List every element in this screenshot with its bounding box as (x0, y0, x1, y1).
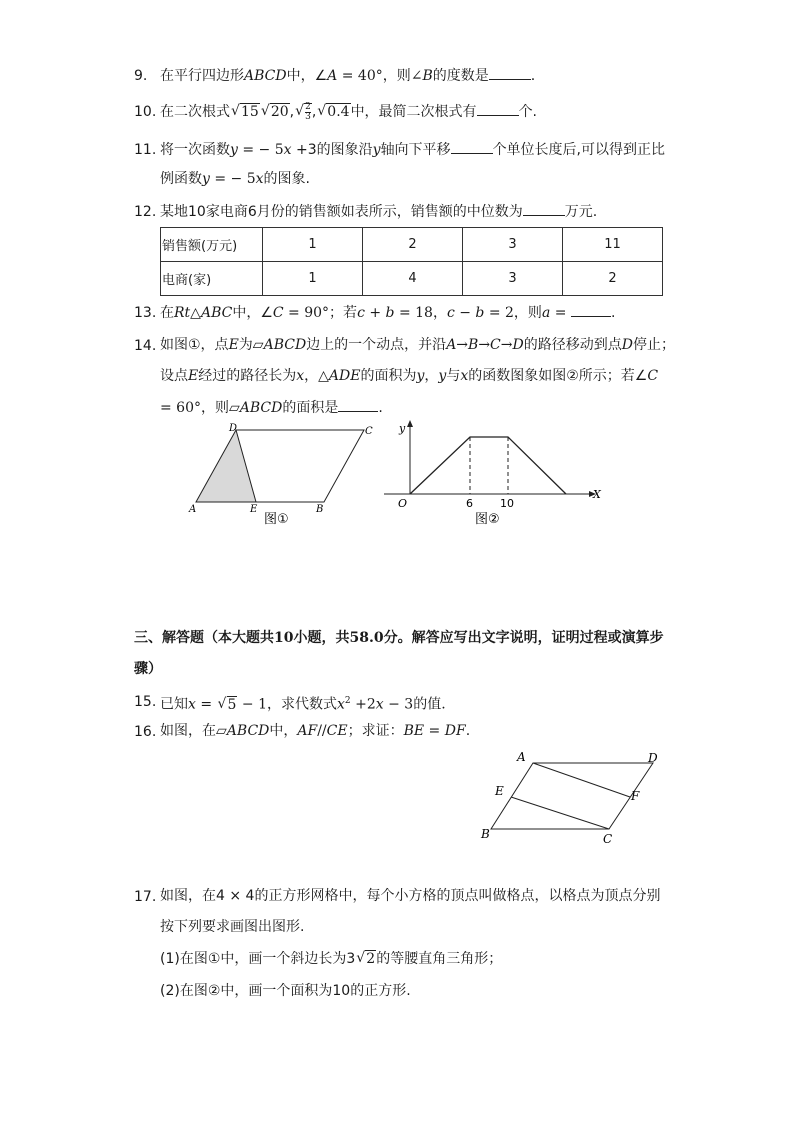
q17-part1: (1)在图①中，画一个斜边长为3√ 2的等腰直角三角形； (160, 949, 502, 969)
table-row (161, 228, 663, 262)
q11-line2: 例函数y = − 5x的图象. (160, 171, 310, 187)
q17-part2: (2)在图②中，画一个面积为10的正方形. (160, 983, 411, 999)
q17-number: 17. (134, 889, 157, 905)
q11-blank (451, 139, 493, 154)
q13-number: 13. (134, 305, 157, 321)
table-cell: 11 (563, 228, 663, 262)
q12-text: 某地10家电商6月份的销售额如表所示，销售额的中位数为 万元. (160, 201, 597, 222)
fig2-label-x: X (593, 488, 601, 501)
fig1-caption: 图① (264, 512, 289, 527)
fig3-label-e: E (495, 784, 504, 798)
table-cell: 2 (363, 228, 463, 262)
table-row (161, 262, 663, 296)
q16-text: 如图，在▱ABCD中，AF//CE；求证：BE = DF. (160, 723, 471, 739)
y-axis-arrow (407, 420, 413, 427)
table-cell: 3 (463, 262, 563, 296)
q9-blank (489, 65, 531, 80)
figure-3-parallelogram (475, 745, 675, 850)
q16-number: 16. (134, 724, 157, 740)
fig1-label-a: A (189, 504, 197, 515)
table-header-cell: 电商(家) (161, 262, 263, 296)
fig2-label-origin: O (398, 497, 408, 510)
table-cell: 3 (463, 228, 563, 262)
table-cell: 4 (363, 262, 463, 296)
fig1-label-c: C (365, 426, 373, 437)
fig3-label-c: C (603, 832, 613, 846)
q15-number: 15. (134, 694, 157, 710)
q12-blank (523, 201, 565, 216)
parallelogram-abcd-q16 (491, 763, 653, 829)
q15-text: 已知x = √ 5 − 1，求代数式$x^2 +2x - 3$的值. (160, 691, 446, 715)
fig3-label-a: A (517, 750, 526, 764)
section-3-title: 三、解答题（本大题共10小题，共58.0分。解答应写出文字说明，证明过程或演算步 (134, 630, 664, 646)
sales-table (160, 227, 663, 296)
fig2-label-y: y (399, 422, 406, 435)
table-cell: 2 (563, 262, 663, 296)
fig2-tick-10: 10 (500, 497, 514, 510)
q10-number: 10. (134, 104, 157, 120)
triangle-ade-shading (196, 430, 256, 502)
q10-blank (477, 101, 519, 116)
table-cell: 1 (263, 262, 363, 296)
q12-number: 12. (134, 204, 157, 220)
q14-number: 14. (134, 338, 157, 354)
q11-number: 11. (134, 142, 157, 158)
q9-number: 9. (134, 68, 148, 84)
q13-text: 在Rt△ABC中，∠C = 90°；若c + b = 18，c − b = 2，则a = . (160, 302, 615, 323)
fig2-tick-6: 6 (466, 497, 473, 510)
fig2-caption: 图② (475, 512, 500, 527)
segment-af (533, 763, 630, 797)
q13-blank (571, 302, 611, 317)
fig3-label-d: D (648, 751, 658, 765)
q14-blank (338, 397, 378, 412)
fig3-label-b: B (481, 827, 490, 841)
fig1-label-b: B (316, 504, 324, 515)
function-curve (410, 437, 566, 494)
figure-2-graph (380, 418, 610, 528)
q14-line2: 设点E经过的路径长为x，△ADE的面积为y，y与x的函数图象如图②所示；若∠C (160, 368, 659, 384)
fig1-label-e: E (250, 504, 258, 515)
q17-line1: 如图，在4 × 4的正方形网格中，每个小方格的顶点叫做格点，以格点为顶点分别 (160, 888, 661, 904)
q17-line2: 按下列要求画图出图形. (160, 919, 305, 935)
q9-text: 在平行四边形ABCD中，∠A = 40°，则∠B的度数是 . (160, 65, 535, 86)
section-3-title-cont: 骤） (134, 661, 162, 677)
q14-line1: 如图①，点E为▱ABCD边上的一个动点，并沿A→B→C→D的路径移动到点D停止； (160, 337, 675, 353)
q10-text: 在二次根式√ 15√ 20, √ $\frac{2}{3}$ ,√ 0.4中，最简二次根式有 个. (160, 101, 537, 122)
segment-ec (511, 797, 609, 829)
table-cell: 1 (263, 228, 363, 262)
q11-line1: 将一次函数y = − 5x +3的图象沿y轴向下平移 个单位长度后,可以得到正比 (160, 139, 665, 160)
q14-line3: = 60°，则▱ABCD的面积是 . (160, 397, 383, 418)
fig3-label-f: F (631, 789, 640, 803)
figure-1-parallelogram (180, 418, 380, 528)
fig1-label-d: D (229, 423, 238, 434)
table-header-cell: 销售额(万元) (161, 228, 263, 262)
